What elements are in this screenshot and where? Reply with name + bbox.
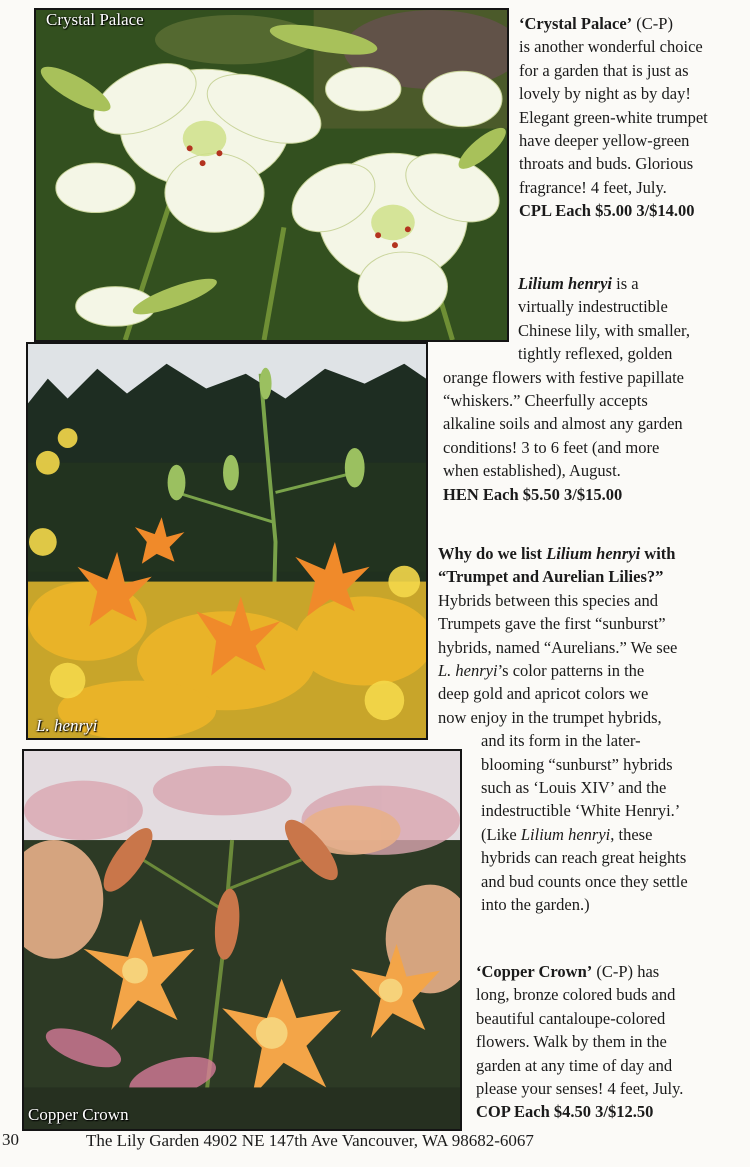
crystal-palace-photo — [34, 8, 509, 342]
crystal-palace-description — [519, 12, 750, 223]
why-line: such as ‘Louis XIV’ and the — [481, 778, 667, 798]
crystal-palace-line: is another wonderful choice — [519, 37, 703, 57]
why-line: Hybrids between this species and — [438, 590, 658, 610]
page-number: 30 — [2, 1130, 19, 1149]
lilium-henryi-photo-caption: L. henryi — [36, 716, 98, 735]
crystal-palace-class: (C-P) — [636, 14, 673, 33]
why-line: indestructible ‘White Henryi.’ — [481, 801, 681, 821]
crystal-palace-line: throats and buds. Glorious — [519, 154, 694, 174]
henryi-line: Chinese lily, with smaller, — [518, 320, 690, 340]
crystal-palace-line: Elegant green-white trumpet — [519, 107, 708, 127]
henryi-line: orange flowers with festive papillate — [443, 367, 684, 387]
crystal-palace-lily-illustration — [36, 10, 507, 340]
why-line: (Like Lilium henryi, these — [481, 824, 653, 844]
lilium-henryi-illustration — [28, 344, 426, 738]
footer-address: The Lily Garden 4902 NE 147th Ave Vancouver, WA 98682-6067 — [86, 1131, 534, 1150]
henryi-price: HEN Each $5.50 3/$15.00 — [443, 484, 623, 504]
crystal-palace-line: for a garden that is just as — [519, 60, 689, 80]
lilium-henryi-photo — [26, 342, 428, 740]
why-list-henryi-section — [438, 542, 750, 917]
why-line: hybrids, named “Aurelians.” We see — [438, 637, 678, 657]
crystal-palace-name: ‘Crystal Palace’ — [519, 14, 633, 33]
copper-crown-line: garden at any time of day and — [476, 1055, 673, 1075]
crystal-palace-photo-caption: Crystal Palace — [46, 10, 144, 29]
lilium-henryi-description: Lilium henryi is a virtually indestructible Chinese lily, with smaller, tightly reflexed, golden orange flowers with festive papillate “whiskers.” Cheerfully accepts alkaline soils and almost any garden conditions! 3 to 6 feet (and more when established), August. HEN Each $5.50 3/$15.00 — [443, 272, 750, 506]
why-line: and bud counts once they settle — [481, 871, 688, 891]
why-line: Trumpets gave the first “sunburst” — [438, 614, 666, 634]
henryi-name: Lilium henryi — [518, 274, 612, 293]
henryi-line: alkaline soils and almost any garden — [443, 414, 683, 434]
copper-crown-class: (C-P) — [596, 962, 634, 981]
copper-crown-line: flowers. Walk by them in the — [476, 1032, 667, 1052]
copper-crown-description: ‘Copper Crown’ (C-P) has long, bronze colored buds and beautiful cantaloupe-colored flowers. Walk by them in the garden at any time of day and please your senses! 4 feet, July. COP Each $4.50 3/$12.50 — [476, 960, 750, 1124]
copper-crown-photo — [22, 749, 462, 1131]
why-line: hybrids can reach great heights — [481, 848, 687, 868]
henryi-line: tightly reflexed, golden — [518, 344, 673, 364]
why-line: L. henryi’s color patterns in the — [438, 661, 645, 681]
why-line: blooming “sunburst” hybrids — [481, 754, 673, 774]
copper-crown-line: beautiful cantaloupe-colored — [476, 1008, 666, 1028]
copper-crown-price: COP Each $4.50 3/$12.50 — [476, 1102, 654, 1122]
crystal-palace-line: fragrance! 4 feet, July. — [519, 177, 667, 197]
copper-crown-illustration — [24, 751, 460, 1129]
why-line: now enjoy in the trumpet hybrids, — [438, 707, 662, 727]
why-line: into the garden.) — [481, 895, 590, 915]
why-line: deep gold and apricot colors we — [438, 684, 649, 704]
henryi-line: conditions! 3 to 6 feet (and more — [443, 437, 660, 457]
why-heading: Why do we list Lilium henryi with — [438, 544, 676, 563]
crystal-palace-line: have deeper yellow-green — [519, 131, 690, 151]
copper-crown-line: long, bronze colored buds and — [476, 985, 676, 1005]
copper-crown-line: please your senses! 4 feet, July. — [476, 1079, 684, 1099]
henryi-line: when established), August. — [443, 461, 621, 481]
copper-crown-name: ‘Copper Crown’ — [476, 962, 593, 981]
henryi-line: virtually indestructible — [518, 297, 668, 317]
why-heading-line-2: “Trumpet and Aurelian Lilies?” — [438, 567, 664, 587]
crystal-palace-line: lovely by night as by day! — [519, 84, 691, 104]
copper-crown-photo-caption: Copper Crown — [28, 1105, 129, 1124]
henryi-line: “whiskers.” Cheerfully accepts — [443, 391, 648, 411]
why-line: and its form in the later- — [481, 731, 641, 751]
crystal-palace-price: CPL Each $5.00 3/$14.00 — [519, 201, 695, 221]
